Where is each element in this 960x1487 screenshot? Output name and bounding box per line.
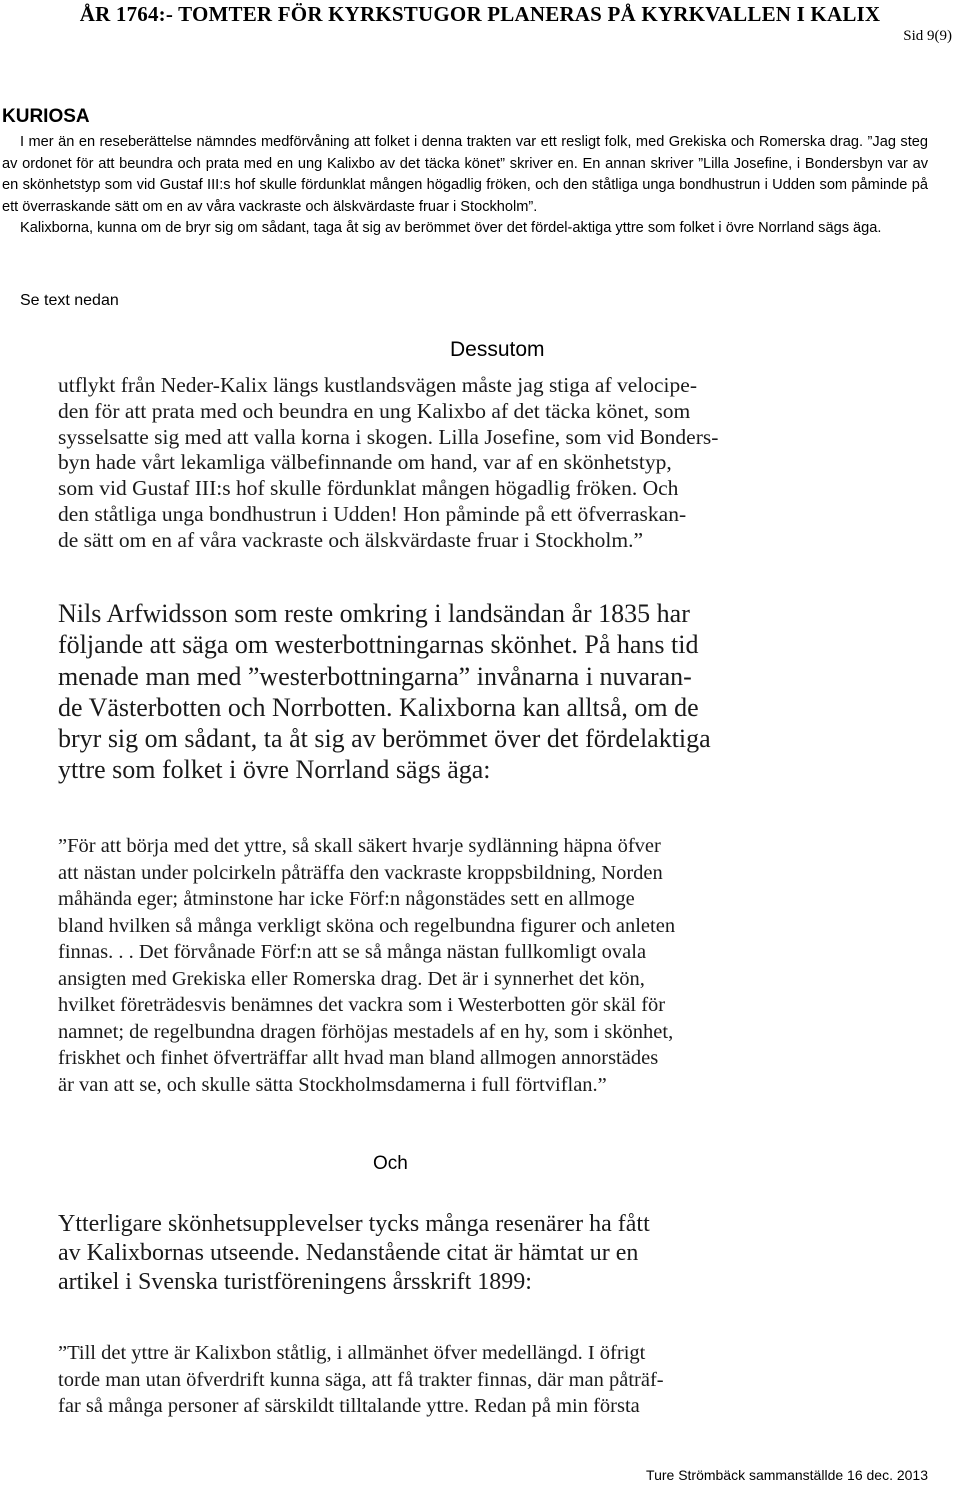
- intro-paragraph: Kalixborna, kunna om de bryr sig om sådant, taga åt sig av berömmet över det fördel-aktiga yttre som folket i övre Norrland sägs äga.: [20, 220, 882, 236]
- scan-line: menade man med ”westerbottningarna” invånarna i nuvaran-: [58, 661, 692, 691]
- page-number: Sid 9(9): [903, 28, 952, 44]
- scan-line: utflykt från Neder-Kalix längs kustlandsvägen måste jag stiga af velocipe-: [58, 373, 697, 397]
- scanned-excerpt-5: [58, 1340, 664, 1420]
- scanned-excerpt-2: [58, 598, 711, 786]
- scan-line: far så många personer af särskildt tilltalande yttre. Redan på min första: [58, 1395, 640, 1417]
- label-dessutom: Dessutom: [450, 338, 545, 361]
- scan-line: är van att se, och skulle sätta Stockholmsdamerna i full förtviflan.”: [58, 1073, 607, 1096]
- scan-line: byn hade vårt lekamliga välbefinnande om hand, var af en skönhetstyp,: [58, 450, 672, 475]
- scanned-excerpt-3: [58, 833, 675, 1098]
- label-och: Och: [373, 1153, 408, 1174]
- scan-line: Ytterligare skönhetsupplevelser tycks många resenärer ha fått: [58, 1211, 650, 1237]
- scan-line: artikel i Svenska turistföreningens årsskrift 1899:: [58, 1269, 532, 1295]
- scan-line: måhända eger; åtminstone har icke Förf:n någonstädes sett en allmoge: [58, 888, 635, 910]
- scan-line: ”Till det yttre är Kalixbon ståtlig, i allmänhet öfver medellängd. I öfrigt: [58, 1342, 646, 1364]
- scan-line: bryr sig om sådant, ta åt sig av berömmet över det fördelaktiga: [58, 724, 711, 754]
- intro-paragraph: I mer än en reseberättelse nämndes medförvåning att folket i denna trakten var ett resligt folk, med Grekiska och Romerska drag. ”Jag steg av ordonet för att beundra och prata med en ung Kalixbo av det täcka könet” skriver en. En annan skriver ”Lilla Josefine, i Bondersbyn var av en skönhetstyp som vid Gustaf III:s hof skulle fördunklat mången högadlig fröken, och den ståtliga unga bondhustrun i Udden som påminde på ett överraskande sätt om en av våra vackraste och älskvärdaste fruar i Stockholm”.: [2, 134, 928, 215]
- scan-line: av Kalixbornas utseende. Nedanstående citat är hämtat ur en: [58, 1240, 639, 1266]
- scan-line: de sätt om en af våra vackraste och älskvärdaste fruar i Stockholm.”: [58, 527, 644, 552]
- intro-text: [2, 132, 928, 240]
- scan-line: de Västerbotten och Norrbotten. Kalixborna kan alltså, om de: [58, 692, 699, 722]
- page-header-title: ÅR 1764:- TOMTER FÖR KYRKSTUGOR PLANERAS PÅ KYRKVALLEN I KALIX: [79, 2, 881, 26]
- scan-line: bland hvilken så många verkligt sköna och regelbundna figurer och anleten: [58, 914, 676, 937]
- scan-line: hvilket företrädesvis benämnes det vackra som i Westerbotten gör skäl för: [58, 994, 666, 1016]
- scan-line: ansigten med Grekiska eller Romerska drag. Det är i synnerhet det kön,: [58, 967, 645, 990]
- scan-line: torde man utan öfverdrift kunna säga, att få trakter finnas, där man påträf-: [58, 1368, 664, 1391]
- section-heading: KURIOSA: [2, 106, 90, 127]
- scan-line: den ståtliga unga bondhustrun i Udden! Hon påminde på ett öfverraskan-: [58, 501, 687, 526]
- page-footer: Ture Strömbäck sammanställde 16 dec. 2013: [646, 1467, 928, 1483]
- scan-line: ”För att börja med det yttre, så skall säkert hvarje sydlänning häpna öfver: [58, 835, 661, 857]
- scan-line: namnet; de regelbundna dragen förhöjas mestadels af en hy, som i skönhet,: [58, 1020, 674, 1043]
- scan-line: den för att prata med och beundra en ung Kalixbo af det täcka könet, som: [58, 398, 691, 423]
- scan-line: som vid Gustaf III:s hof skulle fördunklat mången högadlig fröken. Och: [58, 476, 679, 501]
- scan-line: följande att säga om westerbottningarnas skönhet. På hans tid: [58, 630, 699, 660]
- scanned-excerpt-1: [58, 373, 718, 554]
- scan-line: sysselsatte sig med att valla korna i skogen. Lilla Josefine, som vid Bonders-: [58, 424, 719, 449]
- scan-line: att nästan under polcirkeln påträffa den vackraste kroppsbildning, Norden: [58, 861, 663, 884]
- scan-line: yttre som folket i övre Norrland sägs äga:: [58, 755, 491, 785]
- scan-line: finnas. . . Det förvånade Förf:n att se så många nästan fullkomligt ovala: [58, 941, 647, 963]
- scan-line: Nils Arfwidsson som reste omkring i landsändan år 1835 har: [58, 599, 690, 628]
- scan-line: friskhet och finhet öfverträffar allt hvad man bland allmogen annorstädes: [58, 1047, 659, 1069]
- see-below-note: Se text nedan: [20, 292, 119, 309]
- scanned-excerpt-4: [58, 1210, 650, 1297]
